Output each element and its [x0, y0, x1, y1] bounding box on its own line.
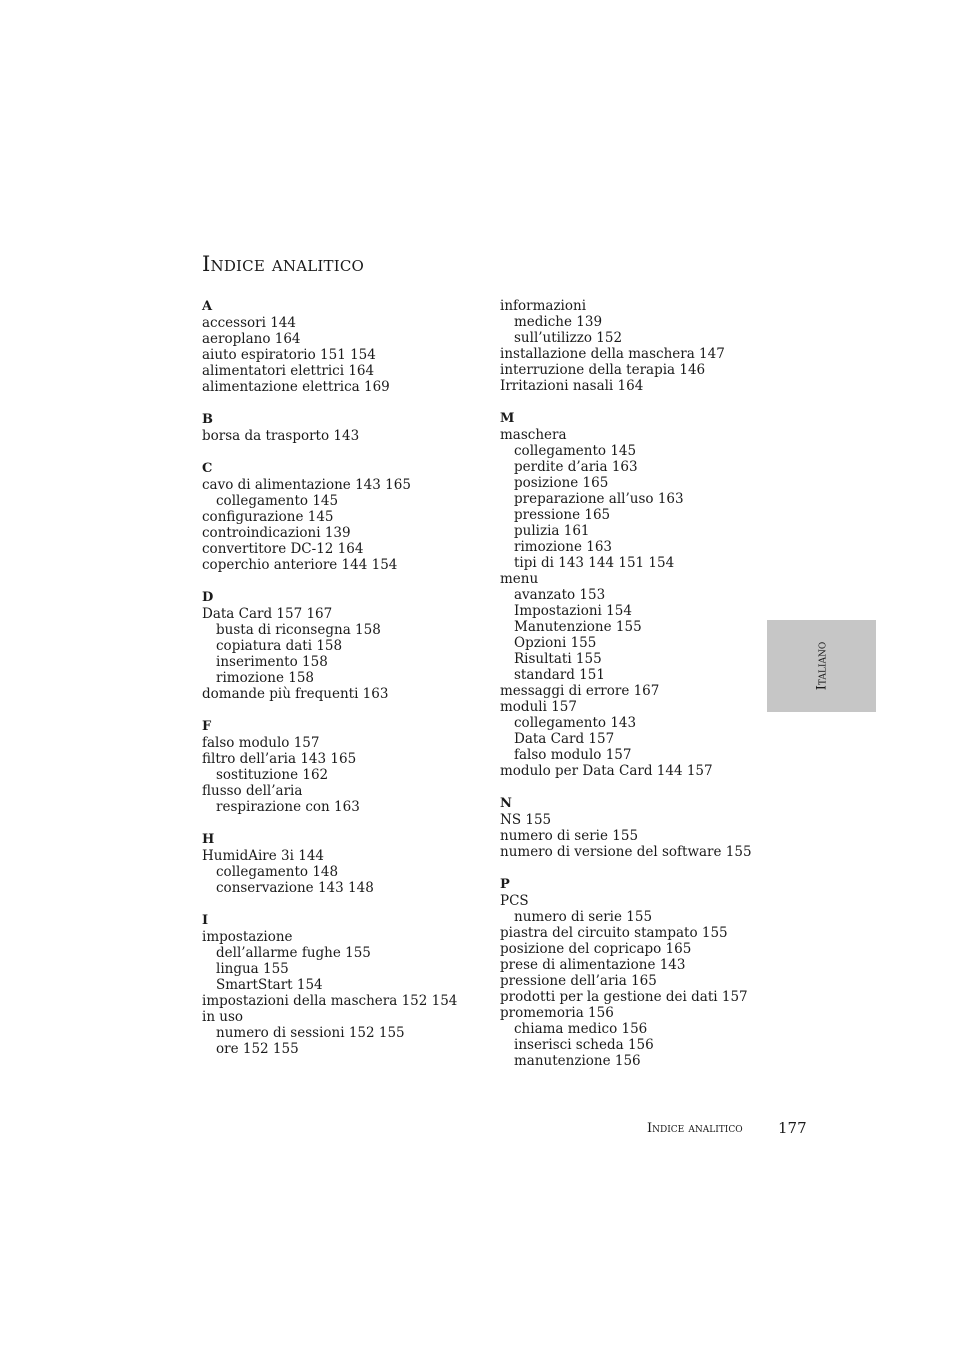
index-entry: prodotti per la gestione dei dati 157	[500, 989, 748, 1005]
section-letter: N	[500, 796, 512, 811]
index-subentry: Impostazioni 154	[514, 603, 632, 619]
index-subentry: avanzato 153	[514, 587, 606, 603]
section-letter: I	[202, 913, 209, 928]
index-entry: alimentatori elettrici 164	[202, 363, 375, 379]
index-subentry: tipi di 143 144 151 154	[514, 555, 675, 571]
index-subentry: mediche 139	[514, 314, 603, 330]
side-tab-label: Italiano	[814, 641, 829, 691]
index-entry: installazione della maschera 147	[500, 346, 725, 362]
index-section	[202, 298, 492, 395]
index-entry: piastra del circuito stampato 155	[500, 925, 728, 941]
index-subentry: numero di serie 155	[514, 909, 653, 925]
index-entry: Data Card 157 167	[202, 606, 333, 622]
index-entry: Irritazioni nasali 164	[500, 378, 644, 394]
index-entry: domande più frequenti 163	[202, 686, 389, 702]
index-section	[202, 411, 492, 444]
index-subentry: manutenzione 156	[514, 1053, 641, 1069]
index-entry: HumidAire 3i 144	[202, 848, 324, 864]
index-subentry: rimozione 163	[514, 539, 613, 555]
index-subentry: collegamento 143	[514, 715, 637, 731]
index-entry: convertitore DC-12 164	[202, 541, 364, 557]
index-entry: falso modulo 157	[202, 735, 320, 751]
section-letter: B	[202, 412, 213, 427]
index-column-left	[202, 298, 492, 1073]
page-number: 177	[778, 1119, 807, 1137]
index-subentry: ore 152 155	[216, 1041, 299, 1057]
index-section	[202, 460, 492, 573]
index-subentry: standard 151	[514, 667, 605, 683]
index-subentry: busta di riconsegna 158	[216, 622, 381, 638]
index-entry: cavo di alimentazione 143 165	[202, 477, 411, 493]
index-subentry: preparazione all’uso 163	[514, 491, 684, 507]
index-subentry: sostituzione 162	[216, 767, 329, 783]
language-side-tab	[767, 620, 876, 712]
index-entry: aeroplano 164	[202, 331, 301, 347]
index-entry: alimentazione elettrica 169	[202, 379, 390, 395]
section-letter: H	[202, 832, 215, 847]
index-subentry: pulizia 161	[514, 523, 590, 539]
index-entry: menu	[500, 571, 539, 587]
index-subentry: chiama medico 156	[514, 1021, 648, 1037]
index-subentry: pressione 165	[514, 507, 611, 523]
index-entry: filtro dell’aria 143 165	[202, 751, 357, 767]
index-subentry: respirazione con 163	[216, 799, 360, 815]
index-entry: accessori 144	[202, 315, 296, 331]
index-entry: modulo per Data Card 144 157	[500, 763, 713, 779]
index-section	[500, 298, 790, 394]
index-subentry: posizione 165	[514, 475, 609, 491]
index-entry: informazioni	[500, 298, 587, 314]
index-subentry: sull’utilizzo 152	[514, 330, 623, 346]
index-subentry: dell’allarme fughe 155	[216, 945, 371, 961]
section-letter: F	[202, 719, 212, 734]
index-section	[500, 410, 790, 779]
index-subentry: collegamento 148	[216, 864, 339, 880]
index-subentry: inserisci scheda 156	[514, 1037, 654, 1053]
index-subentry: conservazione 143 148	[216, 880, 374, 896]
section-letter: P	[500, 877, 510, 892]
index-subentry: Opzioni 155	[514, 635, 597, 651]
section-letter: M	[500, 411, 515, 426]
index-entry: PCS	[500, 893, 529, 909]
index-subentry: collegamento 145	[514, 443, 637, 459]
index-section	[202, 912, 492, 1057]
index-subentry: inserimento 158	[216, 654, 328, 670]
index-section	[202, 718, 492, 815]
index-entry: interruzione della terapia 146	[500, 362, 706, 378]
index-section	[202, 831, 492, 896]
index-entry: coperchio anteriore 144 154	[202, 557, 398, 573]
index-entry: moduli 157	[500, 699, 577, 715]
index-entry: numero di versione del software 155	[500, 844, 752, 860]
index-entry: prese di alimentazione 143	[500, 957, 686, 973]
index-subentry: lingua 155	[216, 961, 289, 977]
index-subentry: numero di sessioni 152 155	[216, 1025, 405, 1041]
index-section	[500, 795, 790, 860]
section-letter: D	[202, 590, 214, 605]
index-entry: flusso dell’aria	[202, 783, 303, 799]
index-subentry: perdite d’aria 163	[514, 459, 638, 475]
index-subentry: rimozione 158	[216, 670, 315, 686]
index-subentry: SmartStart 154	[216, 977, 323, 993]
index-entry: messaggi di errore 167	[500, 683, 660, 699]
index-subentry: Risultati 155	[514, 651, 602, 667]
index-entry: borsa da trasporto 143	[202, 428, 360, 444]
section-letter: C	[202, 461, 213, 476]
index-entry: impostazione	[202, 929, 293, 945]
index-entry: impostazioni della maschera 152 154	[202, 993, 458, 1009]
index-entry: configurazione 145	[202, 509, 334, 525]
index-entry: pressione dell’aria 165	[500, 973, 657, 989]
index-subentry: falso modulo 157	[514, 747, 632, 763]
index-entry: NS 155	[500, 812, 552, 828]
index-entry: controindicazioni 139	[202, 525, 351, 541]
index-entry: numero di serie 155	[500, 828, 639, 844]
index-entry: in uso	[202, 1009, 244, 1025]
index-section	[500, 876, 790, 1069]
index-subentry: Data Card 157	[514, 731, 615, 747]
section-letter: A	[202, 299, 213, 314]
page-title: Indice analitico	[202, 252, 365, 276]
index-subentry: copiatura dati 158	[216, 638, 343, 654]
index-entry: aiuto espiratorio 151 154	[202, 347, 376, 363]
index-subentry: collegamento 145	[216, 493, 339, 509]
footer-section-title: Indice analitico	[647, 1121, 743, 1136]
index-section	[202, 589, 492, 702]
index-subentry: Manutenzione 155	[514, 619, 642, 635]
index-entry: posizione del copricapo 165	[500, 941, 692, 957]
index-column-right	[500, 298, 790, 1085]
index-entry: promemoria 156	[500, 1005, 614, 1021]
index-entry: maschera	[500, 427, 567, 443]
